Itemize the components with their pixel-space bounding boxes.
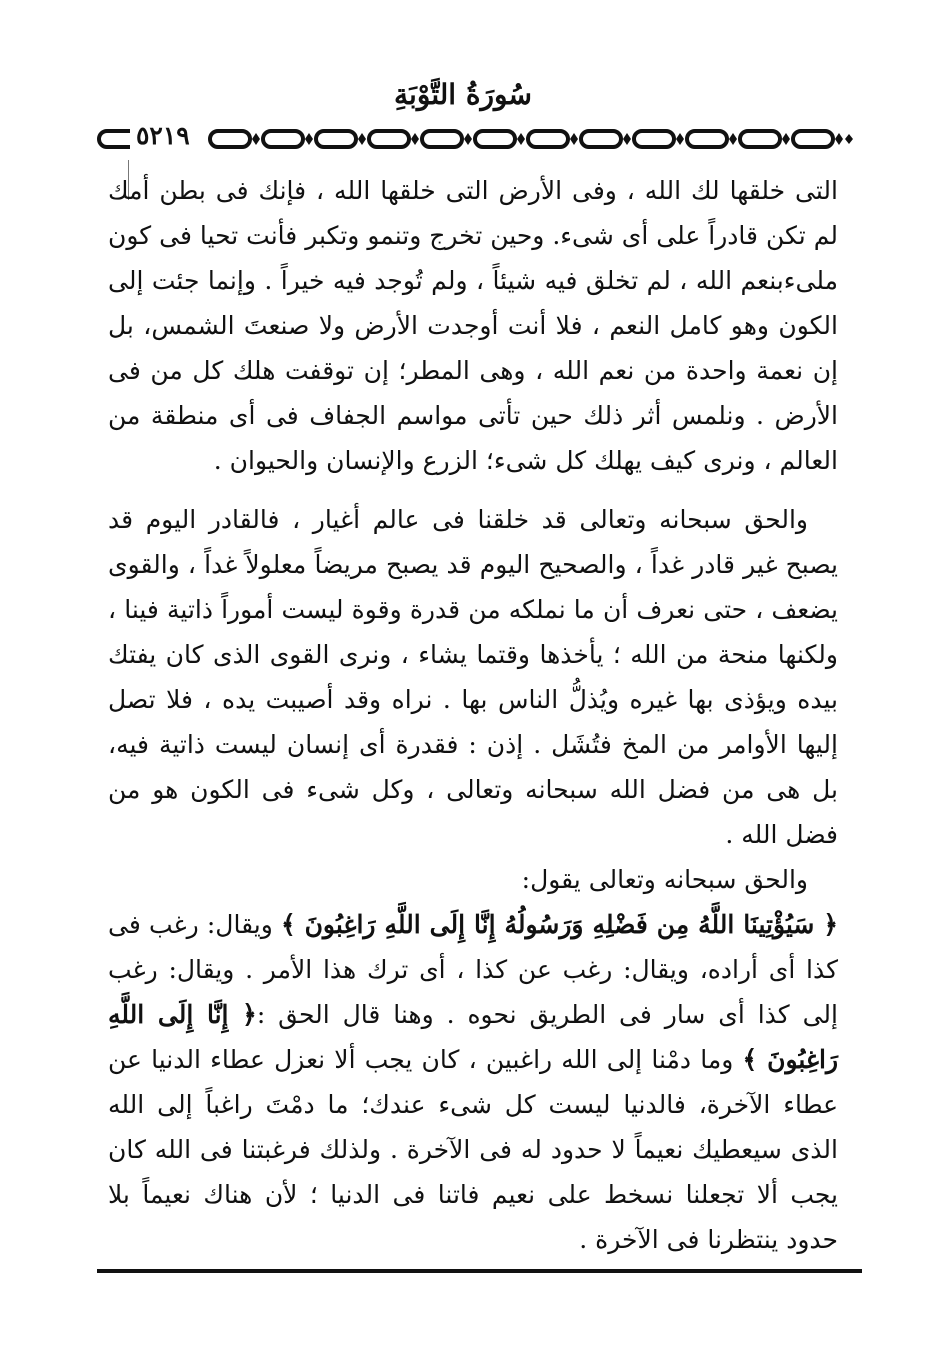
body-text bbox=[108, 168, 838, 1262]
paragraph-3: والحق سبحانه وتعالى يقول: bbox=[521, 865, 808, 894]
page-number: ٥٢١٩ bbox=[130, 121, 196, 150]
surah-title: سُورَةُ التَّوْبَةِ bbox=[394, 78, 532, 111]
paragraph-4 bbox=[108, 902, 838, 1262]
paragraph-4-text-2: وما دمْنا إلى الله راغبين ، كان يجب ألا نعزل عطاء الدنيا عن عطاء الآخرة، فالدنيا ليست كل شىء عندك؛ ما دمْتَ راغباً إلى الله الذى سيعطيك نعيماً لا حدود له فى الآخرة . ولذلك فرغبتنا فى الله كان يجب ألا تجعلنا نسخط على نعيم فاتنا فى الدنيا ؛ لأن هناك نعيماً بلا حدود ينتظرنا فى الآخرة . bbox=[108, 1045, 838, 1254]
quran-verse-2: ﴿ إِنَّا إِلَى اللَّهِ رَاغِبُونَ ﴾ bbox=[108, 1000, 839, 1074]
ornamental-header-band bbox=[95, 122, 855, 156]
quran-verse-1: ﴿ سَيُؤْتِينَا اللَّهُ مِن فَضْلِهِ وَرَسُولُهُ إِنَّا إِلَى اللَّهِ رَاغِبُونَ ﴾ bbox=[280, 910, 838, 939]
paragraph-4-text-1: ويقال: رغب فى كذا أى أراده، ويقال: رغب عن كذا ، أى ترك هذا الأمر . ويقال: رغب إلى كذا أى سار فى الطريق نحوه . وهنا قال الحق : bbox=[108, 910, 838, 1029]
paragraph-1: التى خلقها لك الله ، وفى الأرض التى خلقها الله ، فإنك فى بطن أمك لم تكن قادراً على أى شىء. وحين تخرج وتنمو وتكبر فأنت تحيا فى كون ملىءبنعم الله ، لم تخلق فيه شيئاً ، ولم تُوجد فيه خيراً . وإنما جئت إلى الكون وهو كامل النعم ، فلا أنت أوجدت الأرض ولا صنعتَ الشمس، بل إن نعمة واحدة من نعم الله ، وهى المطر؛ إن توقفت هلك كل من فى الأرض . ونلمس أثر ذلك حين تأتى مواسم الجفاف فى أى منطقة من العالم ، ونرى كيف يهلك كل شىء؛ الزرع والإنسان والحيوان . bbox=[108, 176, 838, 475]
footer-rule bbox=[97, 1269, 862, 1273]
paragraph-2: والحق سبحانه وتعالى قد خلقنا فى عالم أغيار ، فالقادر اليوم قد يصبح غير قادر غداً ، والصحيح اليوم قد يصبح مريضاً معلولاً غداً ، والقوى يضعف ، حتى نعرف أن ما نملكه من قدرة وقوة ليست أموراً ذاتية فينا ، ولكنها منحة من الله ؛ يأخذها وقتما يشاء ، ونرى القوى الذى كان يفتك بيده ويؤذى بها غيره ويُذلُّ الناس بها . نراه وقد أصيبت يده ، فلا تصل إليها الأوامر من المخ فتُشَل . إذن : فقدرة أى إنسان ليست ذاتية فيه، بل هى من فضل الله سبحانه وتعالى ، وكل شىء فى الكون هو من فضل الله . bbox=[108, 505, 838, 849]
